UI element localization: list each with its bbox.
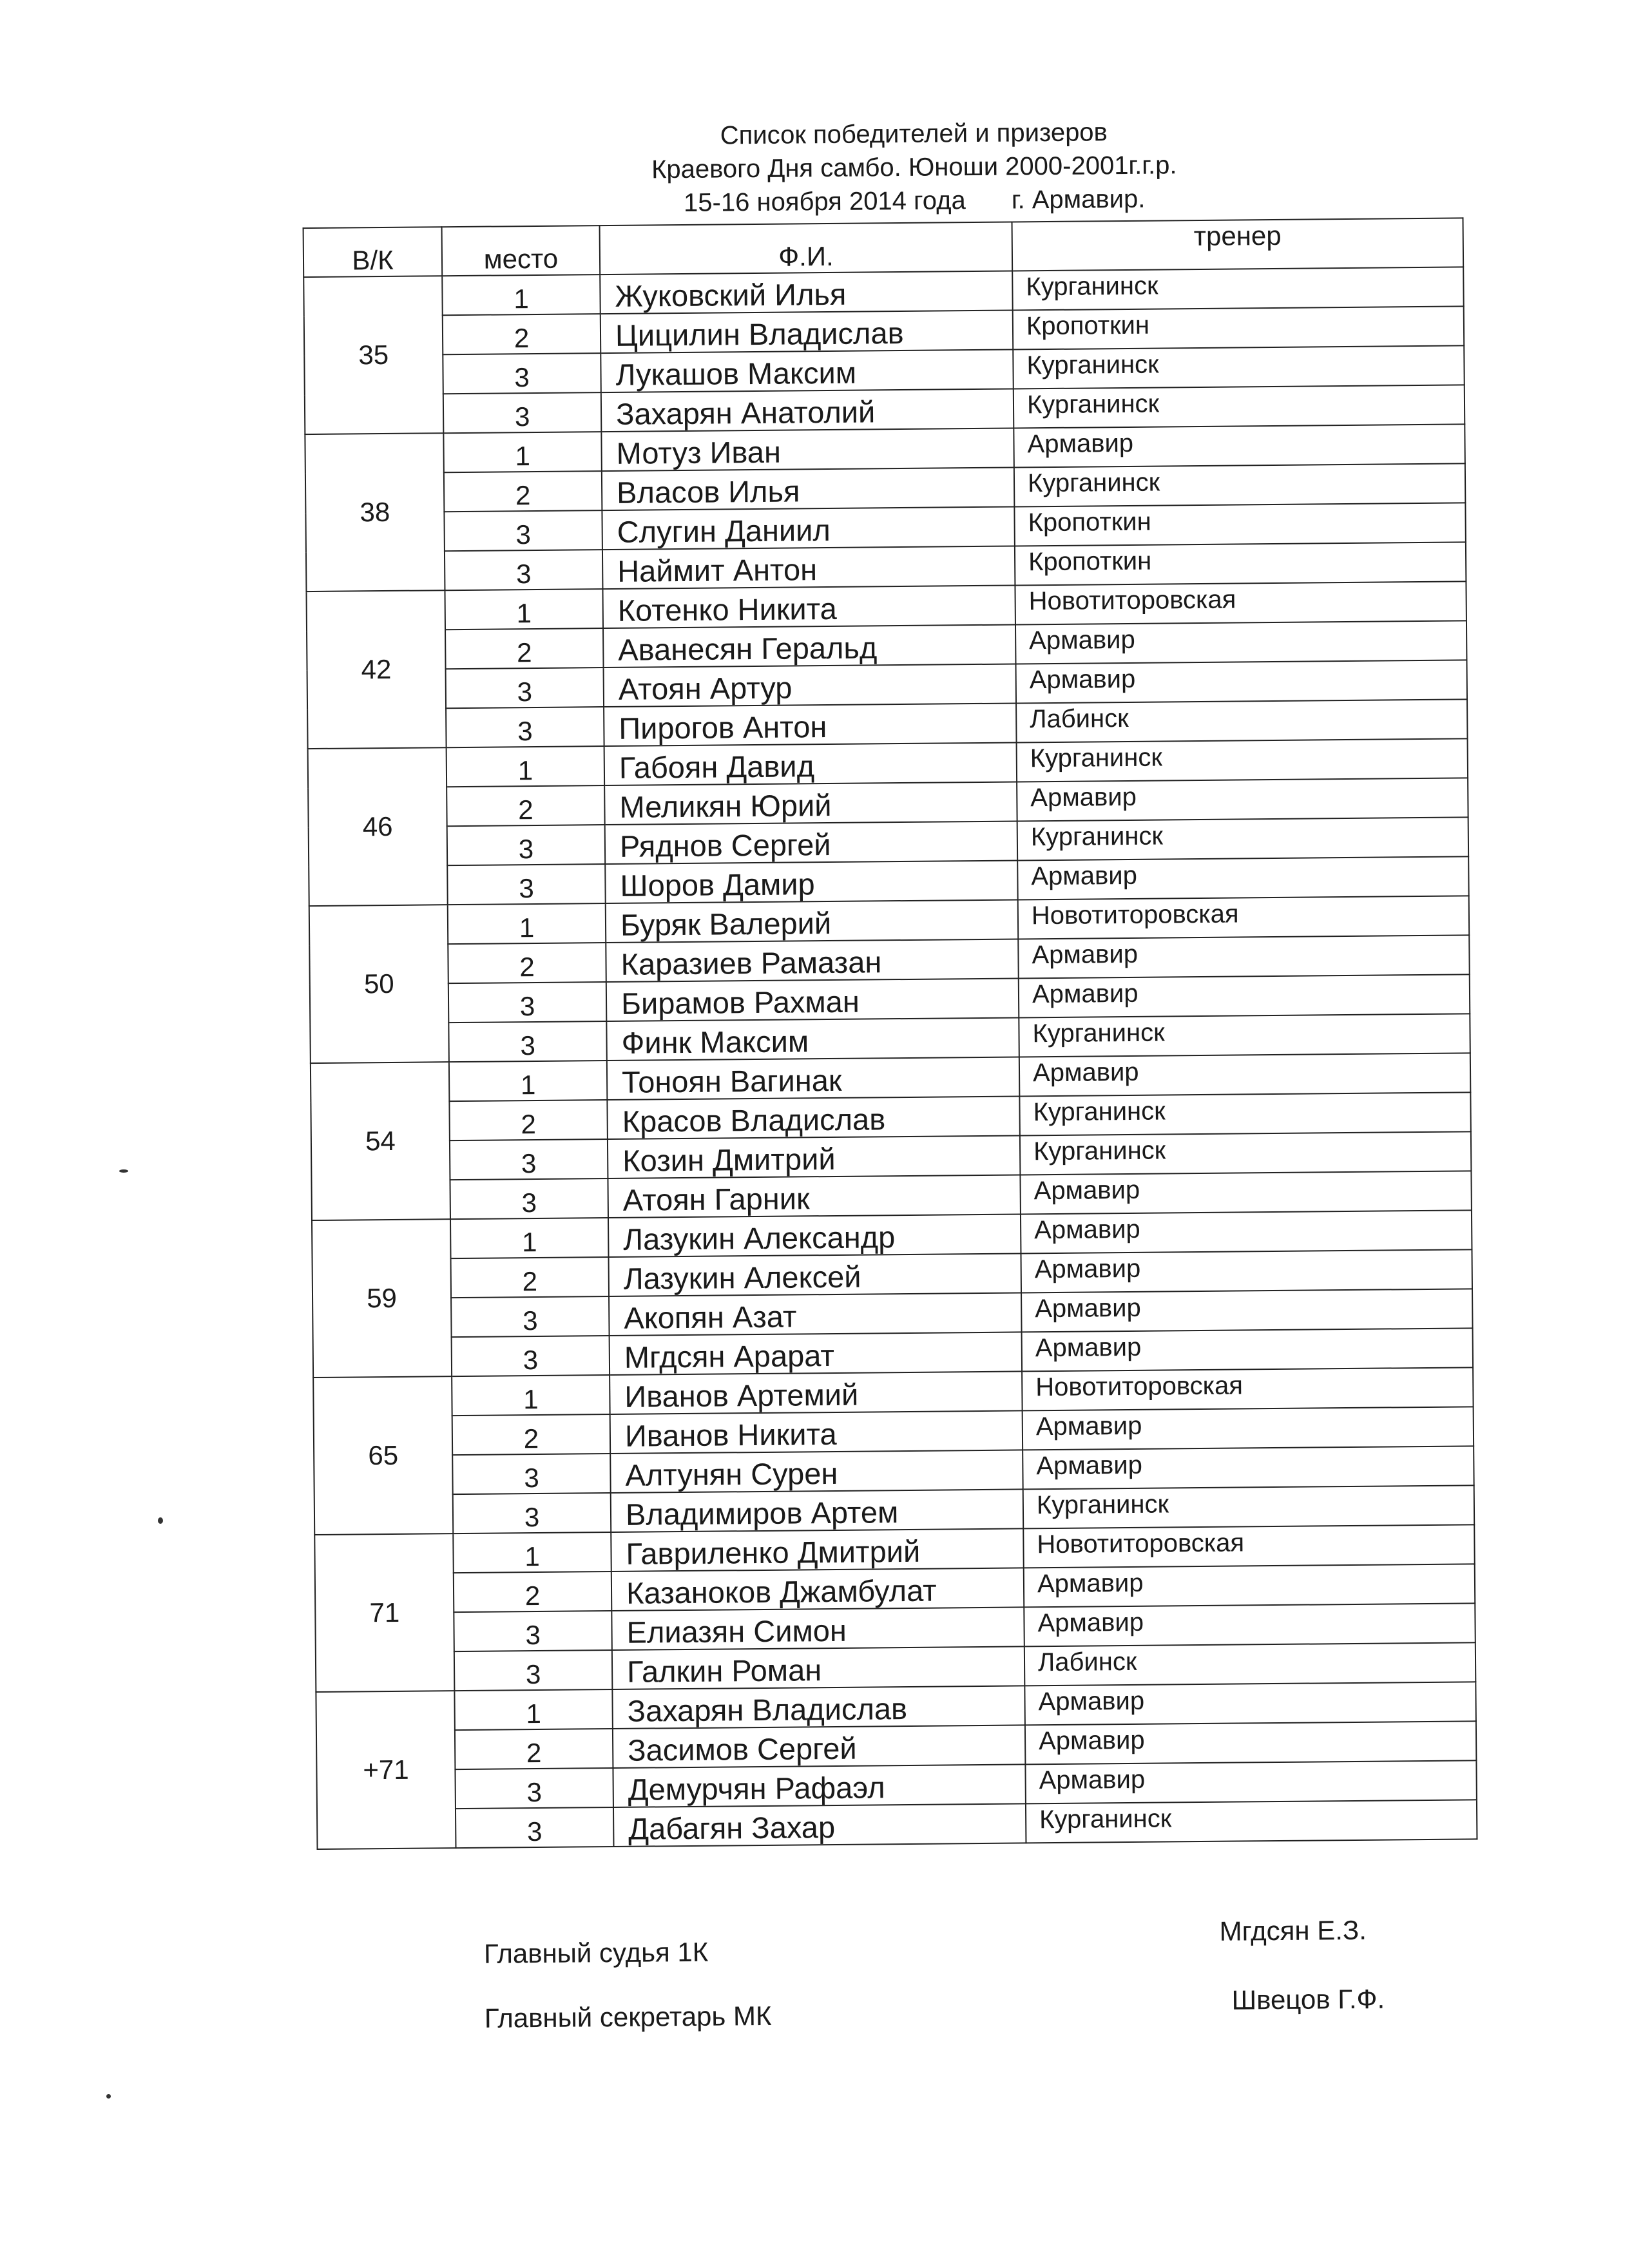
weight-class-cell: +71 — [316, 1691, 456, 1849]
place-cell: 2 — [445, 628, 604, 669]
place-cell: 3 — [448, 1021, 607, 1062]
header-place: г. Армавир. — [1011, 184, 1146, 215]
coach-cell: Лабинск — [1024, 1642, 1476, 1686]
coach-cell: Армавир — [1020, 1171, 1472, 1214]
coach-cell: Армавир — [1018, 935, 1470, 978]
place-cell: 3 — [444, 510, 602, 551]
place-cell: 2 — [443, 314, 601, 354]
coach-cell: Армавир — [1021, 1210, 1472, 1253]
column-header-weight: В/К — [303, 227, 443, 277]
coach-cell: Курганинск — [1020, 1131, 1472, 1175]
weight-class-cell: 50 — [309, 905, 449, 1063]
athlete-name-cell: Финк Максим — [606, 1017, 1019, 1061]
place-cell: 1 — [442, 274, 601, 315]
athlete-name-cell: Демурчян Рафаэл — [613, 1764, 1026, 1807]
coach-cell: Армавир — [1017, 856, 1469, 899]
athlete-name-cell: Каразиев Рамазан — [606, 939, 1019, 982]
scan-speck — [158, 1517, 163, 1524]
athlete-name-cell: Алтунян Сурен — [610, 1450, 1023, 1493]
coach-cell: Курганинск — [1017, 817, 1469, 860]
athlete-name-cell: Елиазян Симон — [611, 1607, 1024, 1650]
place-cell: 1 — [454, 1689, 613, 1730]
place-cell: 1 — [452, 1375, 610, 1416]
athlete-name-cell: Лазукин Алексей — [609, 1253, 1022, 1296]
coach-cell: Армавир — [1016, 660, 1468, 703]
coach-cell: Армавир — [1024, 1564, 1475, 1607]
athlete-name-cell: Тоноян Вагинак — [607, 1057, 1020, 1100]
place-cell: 3 — [448, 982, 607, 1023]
athlete-name-cell: Лукашов Максим — [601, 350, 1014, 393]
header-date: 15-16 ноября 2014 года — [683, 186, 966, 217]
coach-cell: Кропоткин — [1013, 306, 1465, 349]
place-cell: 1 — [445, 589, 603, 629]
place-cell: 3 — [446, 668, 604, 708]
coach-cell: Армавир — [1014, 424, 1465, 467]
athlete-name-cell: Аванесян Геральд — [603, 624, 1016, 668]
place-cell: 2 — [455, 1729, 613, 1769]
coach-cell: Курганинск — [1026, 1800, 1477, 1843]
place-cell: 3 — [450, 1178, 608, 1219]
place-cell: 1 — [449, 1061, 608, 1101]
coach-cell: Курганинск — [1023, 1485, 1475, 1528]
coach-cell: Армавир — [1024, 1682, 1476, 1725]
coach-cell: Армавир — [1015, 620, 1467, 664]
place-cell: 1 — [448, 903, 606, 944]
header-subtitle: Краевого Дня самбо. Юноши 2000-2001г.г.р. — [651, 151, 1177, 184]
weight-class-cell: 38 — [305, 433, 445, 591]
coach-cell: Кропоткин — [1014, 503, 1466, 546]
coach-cell: Новотиторовская — [1023, 1524, 1475, 1568]
athlete-name-cell: Красов Владислав — [607, 1096, 1020, 1139]
place-cell: 1 — [447, 746, 605, 787]
athlete-name-cell: Мгдсян Арарат — [610, 1332, 1023, 1375]
coach-cell: Новотиторовская — [1015, 581, 1466, 624]
weight-class-cell: 71 — [314, 1533, 454, 1692]
chief-secretary-label: Главный секретарь МК — [484, 2000, 772, 2033]
coach-cell: Новотиторовская — [1018, 896, 1470, 939]
athlete-name-cell: Мотуз Иван — [601, 428, 1014, 471]
athlete-name-cell: Габоян Давид — [604, 742, 1017, 785]
place-cell: 3 — [443, 392, 602, 433]
athlete-name-cell: Наймит Антон — [602, 546, 1015, 589]
athlete-name-cell: Иванов Артемий — [610, 1371, 1023, 1414]
athlete-name-cell: Дабагян Захар — [613, 1803, 1026, 1847]
athlete-name-cell: Пирогов Антон — [604, 703, 1017, 746]
place-cell: 1 — [453, 1532, 611, 1573]
athlete-name-cell: Засимов Сергей — [613, 1725, 1026, 1768]
athlete-name-cell: Акопян Азат — [609, 1293, 1022, 1336]
place-cell: 3 — [451, 1296, 610, 1337]
place-cell: 3 — [454, 1611, 612, 1651]
coach-cell: Армавир — [1021, 1289, 1473, 1332]
athlete-name-cell: Власов Илья — [602, 467, 1015, 510]
coach-cell: Армавир — [1022, 1328, 1474, 1371]
coach-cell: Армавир — [1017, 778, 1468, 821]
header-title: Список победителей и призеров — [720, 118, 1108, 150]
weight-class-cell: 42 — [306, 590, 446, 749]
scan-speck — [106, 2094, 111, 2099]
athlete-name-cell: Ряднов Сергей — [605, 821, 1018, 864]
coach-cell: Курганинск — [1019, 1092, 1471, 1135]
weight-class-cell: 46 — [308, 747, 448, 906]
place-cell: 3 — [446, 707, 604, 747]
athlete-name-cell: Шоров Дамир — [605, 860, 1018, 903]
coach-cell: Курганинск — [1014, 463, 1466, 506]
place-cell: 3 — [453, 1493, 611, 1533]
weight-class-cell: 54 — [311, 1062, 450, 1220]
athlete-name-cell: Иванов Никита — [610, 1410, 1023, 1454]
athlete-name-cell: Цицилин Владислав — [601, 311, 1014, 354]
place-cell: 2 — [454, 1571, 612, 1612]
coach-cell: Армавир — [1019, 974, 1470, 1017]
column-header-name: Ф.И. — [600, 222, 1013, 275]
place-cell: 2 — [448, 943, 606, 983]
place-cell: 3 — [447, 864, 606, 905]
athlete-name-cell: Захарян Анатолий — [601, 389, 1014, 432]
athlete-name-cell: Жуковский Илья — [600, 271, 1013, 314]
athlete-name-cell: Буряк Валерий — [606, 899, 1019, 943]
weight-class-cell: 65 — [313, 1376, 453, 1535]
athlete-name-cell: Меликян Юрий — [604, 782, 1017, 825]
chief-secretary-name: Швецов Г.Ф. — [1231, 1983, 1385, 2015]
place-cell: 3 — [445, 550, 603, 590]
coach-cell: Армавир — [1025, 1760, 1477, 1803]
coach-cell: Курганинск — [1012, 267, 1464, 310]
coach-cell: Армавир — [1025, 1721, 1477, 1764]
chief-judge-label: Главный судья 1К — [483, 1936, 709, 1969]
coach-cell: Армавир — [1021, 1249, 1472, 1293]
coach-cell: Армавир — [1023, 1407, 1474, 1450]
coach-cell: Курганинск — [1017, 738, 1468, 782]
coach-cell: Курганинск — [1013, 345, 1465, 389]
weight-class-cell: 59 — [312, 1219, 452, 1378]
coach-cell: Лабинск — [1016, 699, 1468, 742]
athlete-name-cell: Казаноков Джамбулат — [611, 1568, 1024, 1611]
place-cell: 2 — [444, 471, 602, 512]
athlete-name-cell: Атоян Артур — [604, 664, 1017, 707]
coach-cell: Армавир — [1019, 1053, 1471, 1096]
scan-speck — [119, 1169, 128, 1173]
place-cell: 2 — [449, 1100, 608, 1140]
place-cell: 2 — [452, 1414, 611, 1455]
place-cell: 2 — [447, 785, 605, 826]
athlete-name-cell: Бирамов Рахман — [606, 978, 1019, 1021]
coach-cell: Новотиторовская — [1022, 1367, 1474, 1410]
athlete-name-cell: Владимиров Артем — [611, 1489, 1024, 1532]
place-cell: 3 — [450, 1139, 608, 1180]
place-cell: 3 — [452, 1454, 611, 1494]
athlete-name-cell: Котенко Никита — [602, 585, 1015, 628]
athlete-name-cell: Атоян Гарник — [608, 1175, 1021, 1218]
coach-cell: Курганинск — [1019, 1014, 1470, 1057]
place-cell: 3 — [454, 1650, 613, 1691]
athlete-name-cell: Лазукин Александр — [608, 1214, 1021, 1257]
athlete-name-cell: Козин Дмитрий — [608, 1135, 1021, 1178]
athlete-name-cell: Захарян Владислав — [612, 1686, 1025, 1729]
place-cell: 3 — [455, 1768, 613, 1809]
column-header-coach: тренер — [1012, 218, 1464, 271]
weight-class-cell: 35 — [303, 276, 443, 434]
coach-cell: Армавир — [1023, 1446, 1474, 1489]
coach-cell: Армавир — [1024, 1603, 1475, 1646]
place-cell: 1 — [443, 432, 602, 472]
column-header-place: место — [442, 226, 601, 276]
place-cell: 3 — [452, 1336, 610, 1376]
place-cell: 1 — [450, 1218, 609, 1258]
athlete-name-cell: Гавриленко Дмитрий — [611, 1528, 1024, 1571]
place-cell: 3 — [456, 1807, 614, 1848]
place-cell: 3 — [443, 353, 601, 394]
athlete-name-cell: Слугин Даниил — [602, 506, 1015, 550]
place-cell: 2 — [451, 1257, 610, 1298]
chief-judge-name: Мгдсян Е.З. — [1219, 1914, 1367, 1946]
place-cell: 3 — [447, 825, 606, 865]
athlete-name-cell: Галкин Роман — [612, 1646, 1025, 1689]
coach-cell: Кропоткин — [1015, 542, 1466, 585]
coach-cell: Курганинск — [1014, 385, 1465, 428]
